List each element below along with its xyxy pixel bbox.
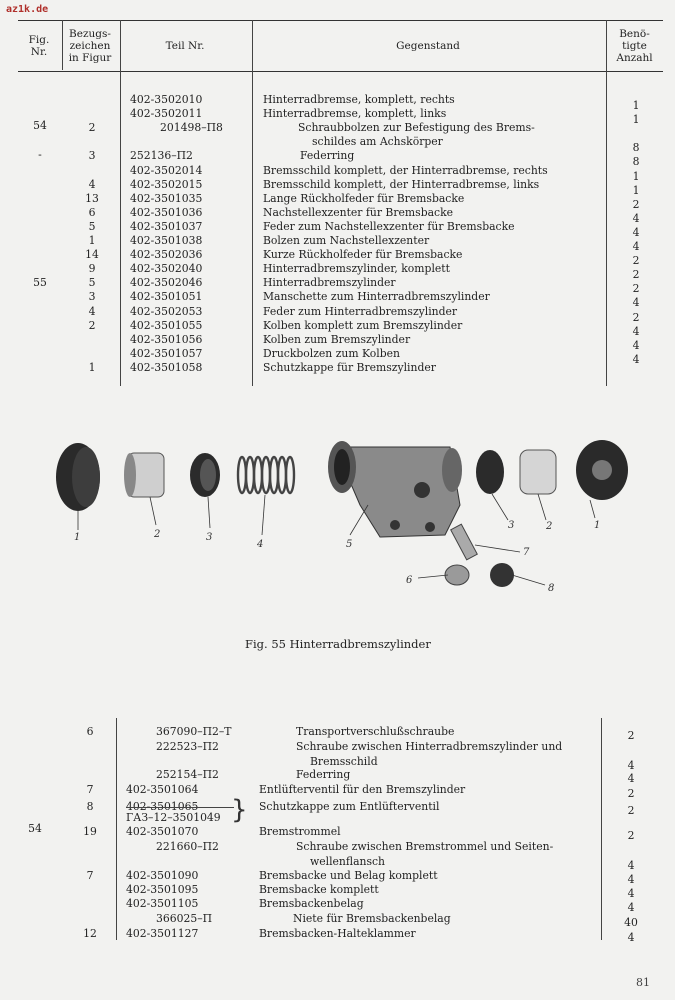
ref-cell [78, 897, 102, 911]
figure-label: 2 [546, 521, 553, 532]
part-number-cell: 402-3501037 [130, 220, 203, 233]
quantity-cell [624, 127, 648, 141]
quantity-cell: 2 [632, 282, 640, 295]
figure-label: 1 [594, 520, 601, 531]
quantity-cell [619, 744, 643, 758]
page-number: 81 [636, 976, 650, 989]
quantity-cell: 4 [632, 226, 640, 239]
part-number-cell: 402-3501057 [130, 347, 203, 360]
ref-cell [80, 333, 104, 347]
description-cell: Hinterradbremszylinder, komplett [263, 262, 450, 275]
description-cell: Hinterradbremszylinder [263, 276, 396, 289]
description-cell: Federring [300, 149, 355, 162]
ref-cell: 5 [88, 220, 96, 233]
ref-cell [78, 855, 102, 869]
part-number-cell: 402-3501056 [130, 333, 203, 346]
part-number-cell: 402-3501070 [126, 825, 199, 838]
description-cell: Schraube zwischen Bremstrommel und Seiten- [296, 840, 554, 853]
part-number-cell: 402-3502011 [130, 107, 203, 120]
description-cell: Manschette zum Hinterradbremszylinder [263, 290, 490, 303]
quantity-cell: 4 [632, 212, 640, 225]
part-number-cell: 402-3501051 [130, 290, 203, 303]
figure-label: 5 [346, 539, 353, 550]
ref-cell: 1 [88, 234, 96, 247]
quantity-cell: 2 [632, 311, 640, 324]
ref-cell: 6 [86, 725, 94, 738]
figure-label: 8 [548, 583, 555, 594]
cup-seal-part [190, 453, 220, 497]
divider [601, 718, 602, 940]
ref-cell [80, 347, 104, 361]
part-number-cell: 222523–П2 [156, 740, 219, 753]
description-cell: Hinterradbremse, komplett, rechts [263, 93, 455, 106]
part-number-cell: 402-3501065 [126, 800, 199, 813]
part-number-cell: 402-3501127 [126, 927, 199, 940]
description-cell: Bremsschild [310, 755, 378, 768]
ref-cell: 7 [86, 783, 94, 796]
ref-cell [80, 135, 104, 149]
description-cell: Schraube zwischen Hinterradbremszylinder und [296, 740, 563, 753]
header-qty: Benö- tigte Anzahl [616, 28, 653, 64]
part-number-cell: 402-3501038 [130, 234, 203, 247]
quantity-cell: 2 [632, 268, 640, 281]
quantity-cell: 2 [627, 729, 635, 742]
part-number-underline [126, 807, 234, 808]
quantity-cell: 2 [632, 198, 640, 211]
ref-cell: 5 [88, 276, 96, 289]
ref-cell: 2 [88, 121, 96, 134]
figure-label: 2 [154, 529, 161, 540]
description-cell: Bremsschild komplett, der Hinterradbremse, rechts [263, 164, 548, 177]
part-number-cell: 402-3502053 [130, 305, 203, 318]
quantity-cell: 4 [632, 353, 640, 366]
ref-cell [78, 811, 102, 825]
quantity-cell: 4 [627, 772, 635, 785]
ref-cell: 2 [88, 319, 96, 332]
figure-label: 3 [508, 520, 515, 531]
ref-cell: 8 [86, 800, 94, 813]
ref-cell: 6 [88, 206, 96, 219]
description-cell: Kurze Rückholfeder für Bremsbacke [263, 248, 463, 261]
bleeder-cap-part [445, 565, 469, 585]
figure-label: 3 [206, 532, 213, 543]
ref-cell: 9 [88, 262, 96, 275]
description-cell: Bremsbacke komplett [259, 883, 379, 896]
part-number-cell: 402-3501105 [126, 897, 199, 910]
part-number-cell: 402-3502014 [130, 164, 203, 177]
quantity-cell: 4 [627, 887, 635, 900]
brake-cylinder-illustration [50, 425, 640, 615]
ref-cell [80, 107, 104, 121]
description-cell: Nachstellexzenter für Bremsbacke [263, 206, 454, 219]
part-number-cell: 402-3501090 [126, 869, 199, 882]
description-cell: Bremsbacke und Belag komplett [259, 869, 438, 882]
quantity-cell: 4 [632, 325, 640, 338]
part-number-cell: 201498–П8 [160, 121, 223, 134]
ref-cell: 3 [88, 149, 96, 162]
figure-label: 4 [257, 539, 264, 550]
part-number-cell: 221660–П2 [156, 840, 219, 853]
part-number-cell: 402-3501035 [130, 192, 203, 205]
description-cell: Hinterradbremse, komplett, links [263, 107, 447, 120]
divider [62, 20, 63, 70]
ref-cell: 13 [85, 192, 99, 205]
ref-cell [80, 164, 104, 178]
part-number-cell: ГАЗ–12–3501049 [126, 811, 221, 824]
quantity-cell: 4 [632, 339, 640, 352]
description-cell: Entlüfterventil für den Bremszylinder [259, 783, 466, 796]
quantity-cell: 4 [632, 296, 640, 309]
description-cell: Kolben komplett zum Bremszylinder [263, 319, 463, 332]
part-number-cell: 252136–П2 [130, 149, 193, 162]
description-cell: schildes am Achskörper [312, 135, 443, 148]
description-cell: Bremstrommel [259, 825, 341, 838]
ref-cell: 4 [88, 178, 96, 191]
dust-cap-part [56, 443, 100, 511]
quantity-cell [619, 815, 643, 829]
description-cell: Schutzkappe für Bremszylinder [263, 361, 436, 374]
ref-cell [78, 768, 102, 782]
part-number-cell: 402-3501064 [126, 783, 199, 796]
piston-part [520, 450, 556, 494]
description-cell: Kolben zum Bremszylinder [263, 333, 411, 346]
part-number-cell: 366025–П [156, 912, 213, 925]
quantity-cell [619, 844, 643, 858]
brace-symbol: } [231, 795, 248, 825]
quantity-cell: 1 [632, 99, 640, 112]
part-number-cell: 252154–П2 [156, 768, 219, 781]
ref-cell: 1 [88, 361, 96, 374]
fig-number: 54 [33, 119, 47, 132]
ref-cell: 12 [83, 927, 97, 940]
quantity-cell: 1 [632, 113, 640, 126]
description-cell: wellenflansch [310, 855, 386, 868]
part-number-cell: 402-3501055 [130, 319, 203, 332]
spring-part [238, 457, 294, 493]
ref-cell [78, 840, 102, 854]
part-number-cell: 402-3502036 [130, 248, 203, 261]
part-number-cell: 402-3502046 [130, 276, 203, 289]
description-cell: Bremsbacken-Halteklammer [259, 927, 416, 940]
piston-part [124, 453, 164, 497]
figure-label: 7 [523, 547, 530, 558]
ref-cell [78, 755, 102, 769]
ref-cell: 3 [88, 290, 96, 303]
bleeder-valve-part [451, 524, 478, 560]
figure-caption: Fig. 55 Hinterradbremszylinder [245, 637, 431, 651]
description-cell: Schraubbolzen zur Befestigung des Brems- [298, 121, 535, 134]
figure-label: 6 [406, 575, 413, 586]
part-number-cell: 402-3502010 [130, 93, 203, 106]
description-cell: Bremsschild komplett, der Hinterradbremse, links [263, 178, 540, 191]
ref-cell [78, 740, 102, 754]
quantity-cell: 8 [632, 141, 640, 154]
watermark: az1k.de [6, 4, 49, 15]
quantity-cell: 40 [624, 916, 638, 929]
figure-label: 1 [74, 532, 81, 543]
divider [606, 20, 607, 386]
cup-seal-part [476, 450, 504, 494]
quantity-cell: 1 [632, 184, 640, 197]
description-cell: Lange Rückholfeder für Bremsbacke [263, 192, 465, 205]
description-cell: Bolzen zum Nachstellexzenter [263, 234, 430, 247]
quantity-cell: 2 [627, 804, 635, 817]
quantity-cell: 2 [627, 787, 635, 800]
description-cell: Feder zum Hinterradbremszylinder [263, 305, 458, 318]
description-cell: Bremsbackenbelag [259, 897, 364, 910]
cylinder-body-part [328, 441, 462, 537]
part-number-cell: 367090–П2–Т [156, 725, 232, 738]
fig-number: 54 [28, 822, 42, 835]
quantity-cell [624, 367, 648, 381]
header-fig: Fig. Nr. [28, 34, 50, 58]
fig-number: 55 [33, 276, 47, 289]
divider [252, 20, 253, 386]
quantity-cell: 4 [632, 240, 640, 253]
description-cell: Feder zum Nachstellexzenter für Bremsbacke [263, 220, 515, 233]
quantity-cell: 4 [627, 931, 635, 944]
table-header [18, 20, 663, 72]
header-part: Teil Nr. [165, 40, 205, 52]
header-desc: Gegenstand [396, 40, 460, 52]
ref-cell [80, 93, 104, 107]
quantity-cell: 1 [632, 170, 640, 183]
part-number-cell: 402-3501036 [130, 206, 203, 219]
part-number-cell: 402-3502015 [130, 178, 203, 191]
part-number-cell: 402-3501058 [130, 361, 203, 374]
ref-cell: 4 [88, 305, 96, 318]
quantity-cell: 2 [627, 829, 635, 842]
description-cell: Niete für Bremsbackenbelag [293, 912, 451, 925]
quantity-cell: 4 [627, 859, 635, 872]
bleeder-dust-cap-part [490, 563, 514, 587]
quantity-cell: 4 [627, 873, 635, 886]
description-cell: Druckbolzen zum Kolben [263, 347, 400, 360]
ref-cell: 7 [86, 869, 94, 882]
ref-cell [78, 883, 102, 897]
quantity-cell: 4 [627, 901, 635, 914]
ref-cell [78, 912, 102, 926]
divider [120, 20, 121, 386]
dust-cap-part [576, 440, 628, 500]
quantity-cell: 2 [632, 254, 640, 267]
ref-cell: 14 [85, 248, 99, 261]
description-cell: Federring [296, 768, 351, 781]
divider [116, 718, 117, 940]
quantity-cell: 4 [627, 759, 635, 772]
header-ref: Bezugs- zeichen in Figur [68, 28, 112, 64]
part-number-cell: 402-3501095 [126, 883, 199, 896]
ref-cell: 19 [83, 825, 97, 838]
description-cell: Transportverschlußschraube [296, 725, 455, 738]
part-number-cell: 402-3502040 [130, 262, 203, 275]
description-cell: Schutzkappe zum Entlüfterventil [259, 800, 440, 813]
quantity-cell: 8 [632, 155, 640, 168]
fig-number: - [38, 148, 42, 161]
